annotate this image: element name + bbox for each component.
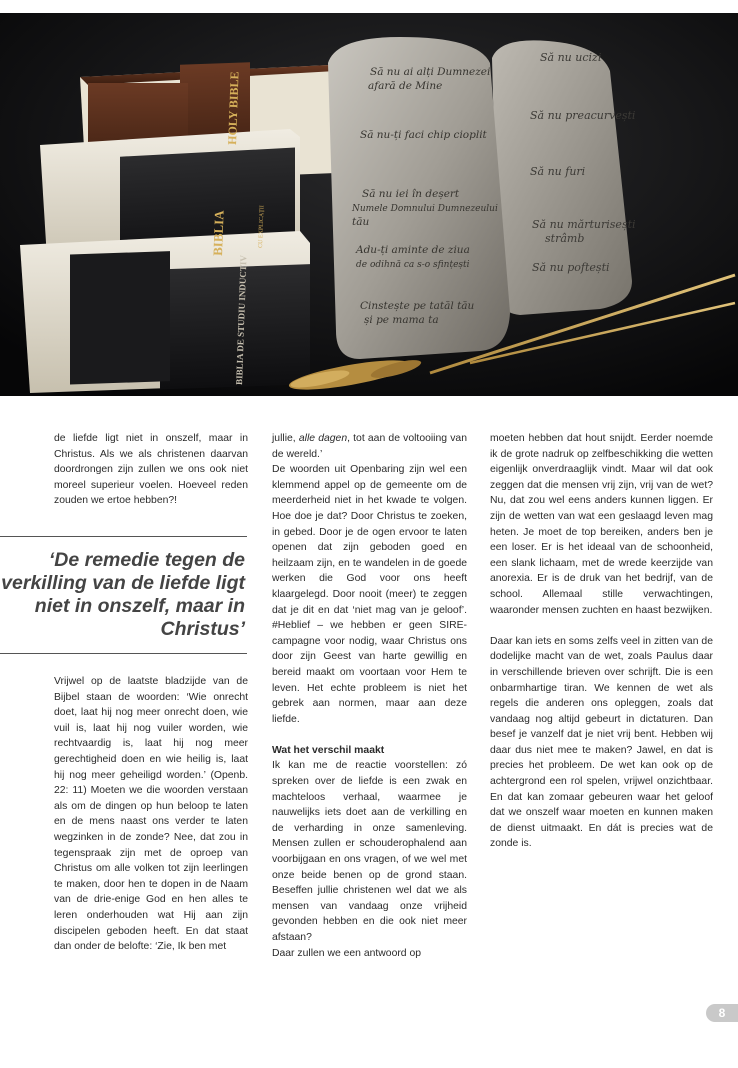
spine-biblia-de-studiu: BIBLIA DE STUDIU INDUCTIV: [234, 255, 249, 386]
column-1-top: [54, 431, 248, 509]
pull-quote: [0, 536, 247, 654]
stone-tablet-left: [328, 37, 510, 359]
pull-quote-text: ‘De remedie tegen de verkilling van de liefde ligt niet in onszelf, maar in Christus’: [1, 549, 245, 640]
paragraph: jullie, alle dagen, tot aan de voltooiing van de wereld.’: [272, 433, 467, 460]
column-1-bottom: [54, 674, 248, 955]
emphasis: alle dagen: [298, 433, 348, 444]
column-3: [490, 431, 713, 852]
left-stone-line-8: de odihnă ca s-o sfințești: [356, 260, 470, 270]
paragraph: Daar zullen we een antwoord op: [272, 947, 422, 959]
paragraph: Daar kan iets en soms zelfs veel in zitten van de dodelijke macht van de wet, zoals Paulus daar in verschillende brieven over schrijft. Die is een onbarmhartige tiran. We kennen de wet als regels die anderen ons opleggen, zoals dat vandaag nog altijd gebeurt in dictaturen. Dan besef je vanzelf dat je niet vrij bent. Hebben wij daar dus niet mee te maken? Jawel, en dat is precies het probleem. De wet kan ook op de achtergrond een rol spelen, vrijwel onzichtbaar. En dat kan zomaar gebeuren waar het geloof dat we onszelf waar moeten en kunnen maken de dienst uitmaakt. En dát is precies wat de zonde is.: [490, 635, 713, 850]
right-stone-line-1: Să nu ucizi: [540, 51, 602, 64]
paragraph: Vrijwel op de laatste bladzijde van de Bijbel staan de woorden: ‘Wie onrecht doet, laat hij nog meer onrecht doen, wie vuil is, laat hij nog vuiler worden, wie rechtvaardig is, laat hij nog meer gerechtigheid doen en wie heilig is, laat hij nog meer geheiligd worden.’ (Openb. 22: 11) Moeten we die woorden verstaan als om de dingen op hun beloop te laten en de mens naast ons verder te laten wegzinken in de zonde? Nee, dat zou in tegenspraak zijn met de oproep van Christus om alle volken tot zijn leerlingen te maken, door hen te dopen in de Naam van de drie-enige God en hen alles te leren onderhouden wat Hij aan zijn discipelen geboden heeft. En dat staat dan onder de belofte: ‘Zie, Ik ben met: [54, 676, 248, 953]
left-stone-line-9: Cinstește pe tatăl tău: [360, 300, 475, 312]
right-stone-line-6: Să nu poftești: [532, 261, 610, 274]
left-stone-line-3: Să nu-ți faci chip cioplit: [360, 129, 487, 141]
right-stone-line-3: Să nu furi: [530, 165, 586, 178]
right-stone-line-5: strâmb: [545, 232, 585, 245]
page-number: 8: [706, 1004, 738, 1022]
right-stone-line-4: Să nu mărturisești: [532, 218, 636, 231]
paragraph: de liefde ligt niet in onszelf, maar in Christus. Als we als christenen daarvan doordrongen zijn zullen we ons ook niet moreel superieur voelen. Hoeveel reden zouden we ertoe hebben?!: [54, 433, 248, 507]
column-2: [272, 431, 467, 961]
section-heading: Wat het verschil maakt: [272, 744, 385, 756]
paragraph: Ik kan me de reactie voorstellen: zó spreken over de liefde is een zwak en machteloos verhaal, waarmee je nauwelijks iets doet aan de verkilling en de verharding in onze samenleving. Mensen zullen er schouderophalend aan voorbijgaan en ons vragen, of we wel met onze beide benen op de grond staan. Beseffen jullie christenen wel dat we als mensen van vandaag onze vrijheid gevonden hebben en die ook niet meer afstaan?: [272, 760, 467, 943]
left-stone-line-5: Numele Domnului Dumnezeului: [352, 204, 498, 214]
photo-illustration: [0, 13, 738, 396]
left-stone-line-1: Să nu ai alți Dumnezei: [370, 66, 491, 78]
paragraph: moeten hebben dat hout snijdt. Eerder noemde ik de grote nadruk op zelfbeschikking die wetten eigenlijk onverdraaglijk vindt. Maar wil dat ook zeggen dat die mensen vrij zijn, vrij van de wet? Nu, dat zou wel eens anders kunnen liggen. Er zijn de wetten van wat een geslaagd leven mag heten. Je moet de top bereiken, anders ben je een loser. Er is het ideaal van de schoonheid, een slank lichaam, met de wrede keerzijde van anorexia. Er is de druk van het bedrijf, van de school. Allemaal stille verwachtingen, waaronder mensen zuchten en haast bezwijken.: [490, 433, 713, 616]
right-stone-line-2: Să nu preacurvești: [530, 109, 636, 122]
left-stone-line-4: Să nu iei în deșert: [362, 188, 460, 200]
left-stone-line-7: Adu-ți aminte de ziua: [356, 244, 470, 256]
spine-holy-bible: HOLY BIBLE: [225, 71, 242, 146]
left-stone-line-6: tău: [352, 216, 370, 228]
spine-cu-explicatii: CU EXPLICAȚII: [258, 205, 266, 249]
left-stone-line-10: și pe mama ta: [364, 314, 439, 326]
paragraph: De woorden uit Openbaring zijn wel een klemmend appel op de gemeente om de meerderheid niet in het kwade te volgen. Hoe doe je dat? Door Christus te zoeken, in gebed. Door je de ogen ervoor te laten openen dat zijn geboden goed en heilzaam zijn, en te wandelen in de goede werken die God voor ons heeft klaargelegd. Door nooit (meer) te zeggen dat je dit en dat ‘niet mag van je geloof’. #Heblief – we hebben er geen SIRE-campagne voor nodig, waar Christus ons door zijn Geest van harte gewillig en bereid maakt om voortaan voor Hem te leven. Het echte probleem is niet het gebrek aan normen, maar aan deze liefde.: [272, 464, 467, 725]
left-stone-line-2: afară de Mine: [368, 80, 443, 92]
header-photo-ten-commandments: [0, 13, 738, 396]
spine-biblia: BIBLIA: [210, 210, 227, 257]
